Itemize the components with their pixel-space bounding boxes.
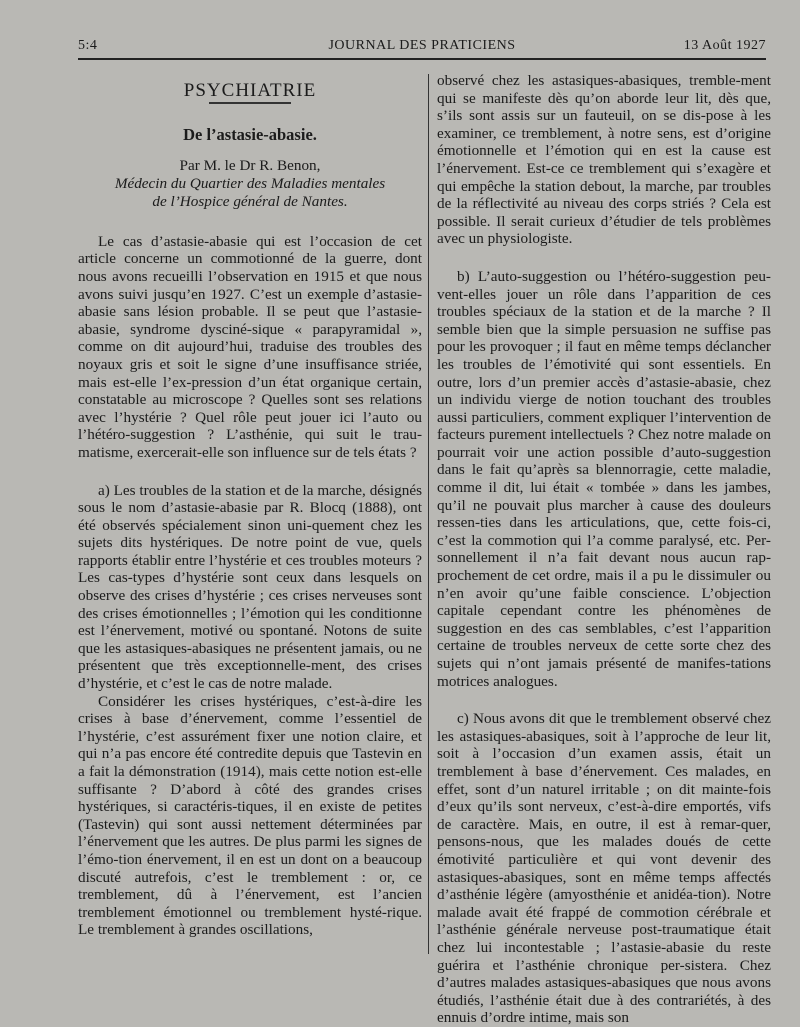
section-heading: PSYCHIATRIE — [183, 80, 317, 101]
article-byline: Par M. le Dr R. Benon, — [179, 157, 321, 175]
issue-date: 13 Août 1927 — [683, 38, 766, 53]
journal-title: JOURNAL DES PRATICIENS — [328, 38, 516, 53]
page-number: 5:4 — [78, 38, 98, 53]
paragraph-a: a) Les troubles de la station et de la marche, désignés sous le nom d’astasie-abasie par R. Blocq (1888), ont été observés spécialement sinon uni-quement chez les sujets dits hystériques. De notre point de vue, quels rapports établir entre l’hystérie et ces troubles moteurs ? Les cas-types d’hystérie sont ceux dans lesquels on observe des crises d’hystérie ; ces crises nerveuses sont des crises émotionnelles ; l’émotion qui les conditionne est l’énervement, motivé ou spontané. Notons de suite que les astasiques-abasiques ne présentent jamais, ou ne présentent que très exceptionnelle-ment, des crises d’hystérie, et c’est le cas de notre malade. — [78, 481, 422, 693]
running-header — [78, 38, 766, 58]
article-title: De l’astasie-abasie. — [183, 124, 317, 144]
column-divider — [428, 74, 429, 954]
left-column — [78, 72, 422, 939]
author-affiliation-2: de l’Hospice général de Nantes. — [152, 192, 348, 210]
header-rule — [78, 58, 766, 60]
author-affiliation-1: Médecin du Quartier des Maladies mentales — [114, 174, 386, 192]
paragraph-a-continued: Considérer les crises hystériques, c’est-à-dire les crises à base d’énervement, comme l’essentiel de l’hystérie, c’est assurément fixer une notion claire, et qui n’a pas encore été contredite depuis que Tastevin en a fait la démonstration (1914), mais cette notion est-elle suffisante ? D’abord à côté des grandes crises hystériques, si caractéris-tiques, il en existe de petites (Tastevin) qui sont aussi nettement déterminées par l’énervement que les autres. De plus parmi les signes de l’émo-tion énervement, il en est un dont on a beaucoup discuté autrefois, c’est le tremblement : or, ce tremblement, dû à l’énervement, est l’ancien tremblement émotionnel ou tremblement hysté-rique. Le tremblement à grandes oscillations, — [78, 692, 422, 939]
right-column — [437, 72, 771, 1027]
paragraph-b: b) L’auto-suggestion ou l’hétéro-suggestion peu-vent-elles jouer un rôle dans l’apparition de ces troubles spéciaux de la station et de la marche ? Il semble bien que la simple persuasion ne suffise pas pour les provoquer ; il faut en même temps déclancher les troubles de l’émotivité qui sont essentiels. En outre, lors d’un premier accès d’astasie-abasie, chez un individu vierge de notion touchant des troubles aussi particuliers, comment expliquer l’intervention de facteurs purement intellectuels ? Chez notre malade on pourrait voir une action possible d’auto-suggestion dans le fait qu’après sa blennorragie, cette maladie, comme il dit, lui était « tombée » dans les jambes, qu’il ne pouvait plus marcher à cause des douleurs ressen-ties dans les articulations, que, cette fois-ci, c’est la commotion qui l’a comme paralysé, etc. Per-sonnellement il n’a fait devant nous aucun rap-prochement de cet ordre, mais il a pu le dissimuler ou n’en avoir qu’une faible conscience. L’objection capitale cependant contre les phénomènes de suggestion en des cas semblables, c’est l’apparition certaine de troubles nerveux de cette sorte chez des sujets qui n’ont jamais présenté de manifes-tations motrices analogues. — [437, 267, 771, 690]
paragraph-c: c) Nous avons dit que le tremblement observé chez les astasiques-abasiques, soit à l’approche de leur lit, soit à l’occasion d’un examen assis, était un tremblement à base d’énervement. Ces malades, en effet, sont d’un naturel irritable ; on dit mainte-fois d’eux qu’ils sont nerveux, c’est-à-dire emportés, vifs de caractère. Mais, en outre, il est à remar-quer, pensons-nous, que les malades doués de cette émotivité particulière et qui vont devenir des astasiques-abasiques, sont en même temps affectés d’asthénie légère (amyosthénie et anidéa-tion). Notre malade avait été frappé de commotion cérébrale et l’asthénie générale nerveuse post-traumatique était chez lui incontestable ; l’astasie-abasie du reste guérira et l’asthénie chronique per-sistera. Chez d’autres malades astasiques-abasiques que nous avons étudiés, l’asthénie était due à des contrariétés, à des ennuis d’ordre intime, mais son — [437, 710, 771, 1027]
paragraph-continued: observé chez les astasiques-abasiques, tremble-ment qui se manifeste dès qu’on aborde leur lit, dès que, s’ils sont assis sur un fauteuil, on se dis-pose à les examiner, ce tremblement, à notre sens, est d’origine émotionnelle et l’émotion qui en est la cause est l’énervement. Est-ce ce tremblement qui s’exagère et qui empêche la station debout, la marche, par troubles de la réflectivité au niveau des corps striés ? Cela est possible. Il serait curieux d’étudier de tels problèmes avec un physiologiste. — [437, 72, 771, 248]
section-underline — [209, 102, 291, 104]
paragraph-intro: Le cas d’astasie-abasie qui est l’occasion de cet article concerne un commotionné de la guerre, dont nous avons recueilli l’observation en 1915 et que nous avons suivi jusqu’en 1927. C’est un exemple d’astasie-abasie sans lésion probable. Il se peut que l’astasie-abasie, syndrome dysciné-sique « parapyramidal », comme on dit aujourd’hui, traduise des troubles des noyaux gris et soit le signe d’une insuffisance striée, mais est-elle l’ex-pression d’un état organique certain, constatable au microscope ? Quelles sont ses relations avec l’hystérie ? Quel rôle peut jouer ici l’auto ou l’hétéro-suggestion ? L’asthénie, qui suit le trau-matisme, exercerait-elle son influence sur de tels états ? — [78, 232, 422, 461]
